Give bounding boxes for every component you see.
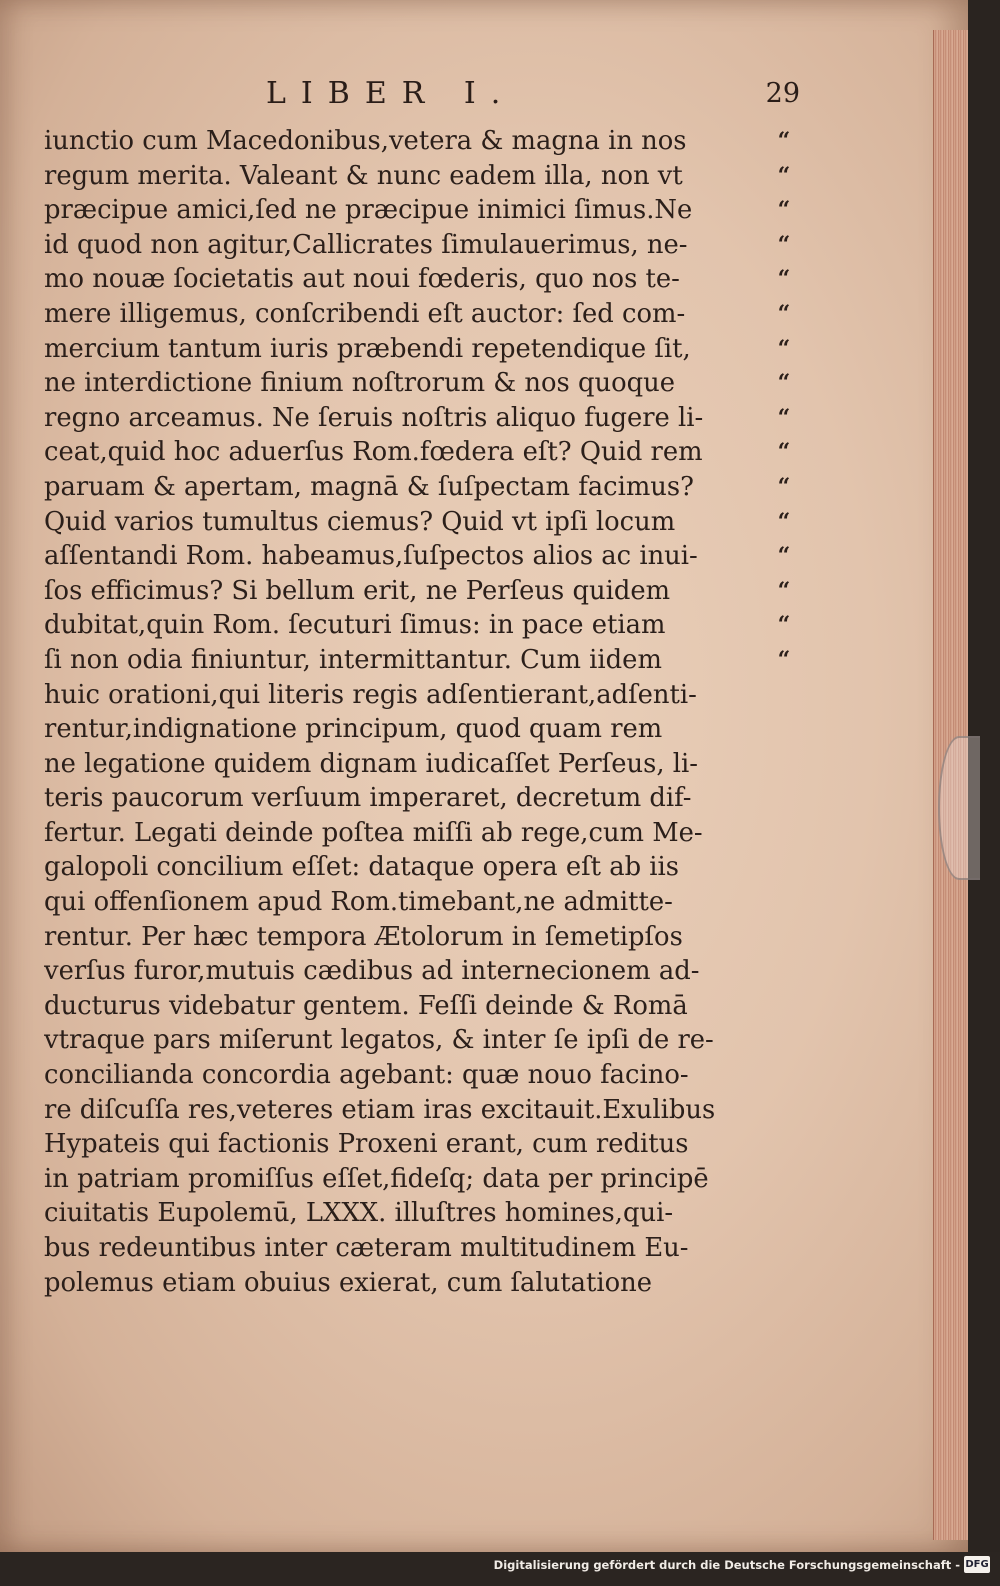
quote-mark: “ (777, 128, 791, 154)
marginal-quote-marks (764, 124, 804, 678)
quote-mark: “ (777, 162, 791, 189)
quote-mark: “ (777, 508, 791, 535)
quote-mark: “ (777, 231, 791, 258)
page-header (40, 76, 800, 116)
quote-mark: “ (777, 266, 791, 293)
quote-mark: “ (777, 473, 791, 500)
quote-mark: “ (777, 404, 791, 431)
text-line: galopoli concilium eſſet: dataque opera eſt ab iis (44, 852, 680, 883)
text-line: in patriam promiſſus eſſet,fideſq; data per principē (44, 1163, 709, 1194)
body-text (44, 124, 784, 1300)
quote-mark: “ (777, 197, 791, 224)
text-line: concilianda concordia agebant: quæ nouo facino- (44, 1060, 689, 1091)
running-head: LIBER I. (266, 76, 516, 111)
quote-mark: “ (777, 543, 791, 570)
quote-mark: “ (777, 335, 791, 362)
text-line: re diſcuſſa res,veteres etiam iras excitauit.Exulibus (44, 1094, 716, 1125)
text-line: dubitat,quin Rom. ſecuturi ſimus: in pace etiam (44, 610, 666, 641)
text-line: ne interdictione finium noſtrorum & nos quoque (44, 368, 676, 399)
text-line: qui offenſionem apud Rom.timebant,ne admitte- (44, 887, 673, 918)
quote-mark: “ (777, 300, 791, 327)
text-line: ſos efficimus? Si bellum erit, ne Perſeus quidem (44, 575, 671, 606)
text-line: bus redeuntibus inter cæteram multitudinem Eu- (44, 1233, 689, 1263)
text-line: id quod non agitur,Callicrates ſimulauerimus, ne- (44, 229, 688, 260)
text-line: mo nouæ ſocietatis aut noui fœderis, quo nos te- (44, 264, 680, 295)
text-line: Hypateis qui factionis Proxeni erant, cum reditus (44, 1129, 689, 1160)
page-number: 29 (765, 78, 800, 109)
text-line: ne legatione quidem dignam iudicaſſet Perſeus, li- (44, 748, 698, 779)
text-line: paruam & apertam, magnā & ſuſpectam facimus? (44, 471, 694, 502)
text-line: ſi non odia finiuntur, intermittantur. Cum iidem (44, 644, 662, 675)
text-line: teris paucorum verſuum imperaret, decretum dif- (44, 783, 692, 814)
quote-mark: “ (777, 439, 791, 466)
text-line: mercium tantum iuris præbendi repetendique ſit, (44, 333, 691, 364)
text-line: rentur. Per hæc tempora Ætolorum in ſemetipſos (44, 921, 683, 952)
text-line: polemus etiam obuius exierat, cum ſalutatione (44, 1267, 653, 1298)
page-clip (938, 736, 980, 880)
quote-mark: “ (777, 646, 791, 673)
text-line: regum merita. Valeant & nunc eadem illa, non vt (44, 160, 683, 191)
quote-mark: “ (777, 370, 791, 397)
text-line: verſus furor,mutuis cædibus ad internecionem ad- (44, 956, 700, 987)
quote-mark: “ (777, 612, 791, 639)
text-line: huic orationi,qui literis regis adſentierant,adſenti- (44, 679, 697, 710)
text-line: aſſentandi Rom. habeamus,ſuſpectos alios ac inui- (44, 541, 698, 572)
text-line: fertur. Legati deinde poſtea miſſi ab rege,cum Me- (44, 817, 703, 848)
text-line: mere illigemus, conſcribendi eſt auctor: ſed com- (44, 298, 686, 329)
text-line: vtraque pars miſerunt legatos, & inter ſe ipſi de re- (44, 1025, 714, 1056)
quote-mark: “ (777, 577, 791, 604)
text-line: ceat,quid hoc aduerſus Rom.fœdera eſt? Quid rem (44, 437, 703, 468)
digitization-credit: Digitalisierung gefördert durch die Deutsche Forschungsgemeinschaft - (493, 1558, 960, 1572)
text-line: ducturus videbatur gentem. Feſſi deinde & Romā (44, 990, 688, 1021)
dfg-logo-icon: DFG (964, 1556, 990, 1573)
text-line: ciuitatis Eupolemū, LXXX. illuſtres homines,qui- (44, 1198, 674, 1229)
text-line: regno arceamus. Ne ſeruis noſtris aliquo fugere li- (44, 402, 704, 433)
text-line: præcipue amici,ſed ne præcipue inimici ſimus.Ne (44, 195, 693, 226)
text-line: Quid varios tumultus ciemus? Quid vt ipſi locum (44, 506, 676, 537)
text-line: iunctio cum Macedonibus,vetera & magna in nos (44, 126, 687, 156)
text-line: rentur,indignatione principum, quod quam rem (44, 714, 663, 745)
